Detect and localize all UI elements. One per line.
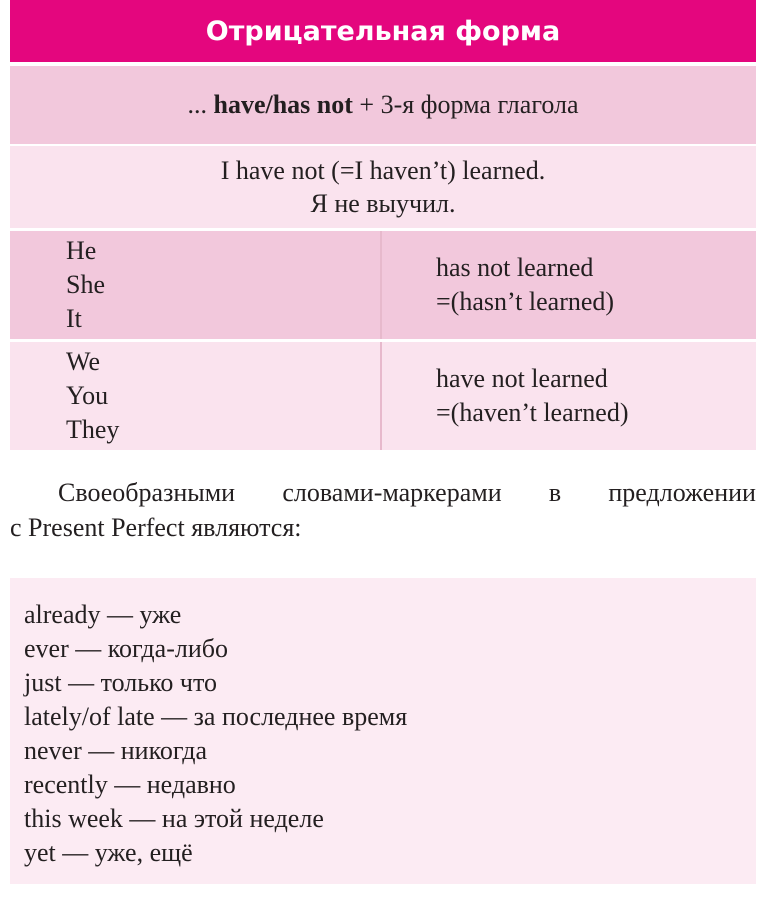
verb-form-short: =(haven’t learned) [436, 398, 629, 427]
pronoun: We [66, 347, 100, 376]
example-russian: Я не выучил. [310, 189, 456, 218]
table-row [10, 342, 756, 450]
formula-suffix: + 3-я форма глагола [352, 90, 579, 119]
pronouns-cell [10, 231, 382, 339]
table-title: Отрицательная форма [205, 15, 561, 47]
markers-box [10, 578, 756, 884]
pronoun: She [66, 270, 105, 299]
example-row [10, 146, 756, 228]
table-row [10, 231, 756, 339]
marker-item: ever — когда-либо [24, 634, 228, 663]
marker-item: this week — на этой неделе [24, 804, 324, 833]
paragraph-word: Своеобразными [58, 478, 236, 507]
pronoun: He [66, 236, 97, 265]
paragraph-word: предложении [608, 478, 756, 507]
marker-item: recently — недавно [24, 770, 236, 799]
forms-cell [382, 231, 756, 339]
verb-form: have not learned [436, 364, 608, 393]
paragraph-line-2: с Present Perfect являются: [10, 513, 302, 542]
paragraph-line-1 [10, 475, 756, 510]
paragraph-word: в [548, 478, 562, 507]
paragraph-word: словами-маркерами [282, 478, 502, 507]
formula-bold: have/has not [213, 90, 353, 119]
example-english: I have not (=I haven’t) learned. [220, 156, 546, 185]
verb-form: has not learned [436, 253, 594, 282]
formula-prefix: ... [187, 90, 214, 119]
pronouns-cell [10, 342, 382, 450]
verb-form-short: =(hasn’t learned) [436, 287, 615, 316]
markers-intro-paragraph [10, 475, 756, 545]
formula-row [10, 66, 756, 144]
pronoun: They [66, 415, 120, 444]
pronoun: You [66, 381, 109, 410]
marker-item: lately/of late — за последнее время [24, 702, 408, 731]
table-header [10, 0, 756, 62]
forms-cell [382, 342, 756, 450]
marker-item: already — уже [24, 600, 182, 629]
marker-item: just — только что [24, 668, 217, 697]
negative-form-table [10, 0, 756, 450]
pronoun: It [66, 304, 82, 333]
marker-item: never — никогда [24, 736, 208, 765]
marker-item: yet — уже, ещё [24, 838, 193, 867]
